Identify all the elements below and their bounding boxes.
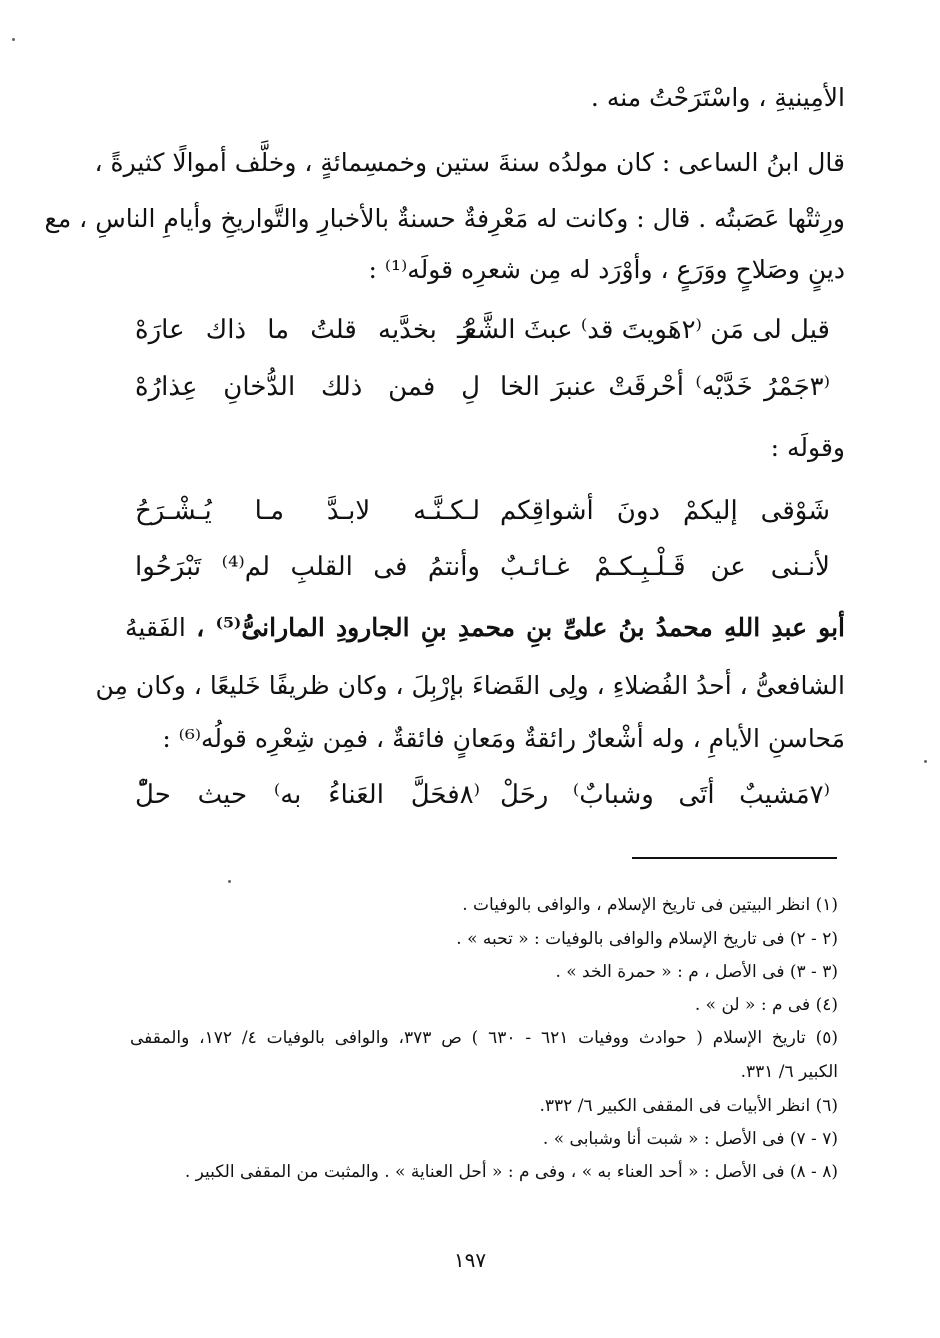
paragraph-line: دينٍ وصَلاحٍ ووَرَعٍ ، وأوْرَد له مِن شعرِه قولَه⁽¹⁾ : bbox=[368, 255, 845, 284]
verse-second-hemistich: لـكـنَّـه لابـدَّ مـا يُـشْـرَحُ bbox=[135, 496, 480, 526]
footnote: (٤) فى م : « لن » . bbox=[694, 995, 838, 1015]
verse-second-hemistich: ـرُ بخدَّيه قلتُ ما ذاك عارَهْ bbox=[135, 315, 480, 345]
footnote: (٢ - ٢) فى تاريخ الإسلام والوافى بالوفيات : « تحبه » . bbox=[456, 929, 838, 949]
continuation-line: الأمِينيةِ ، واسْتَرَحْتُ منه . bbox=[590, 83, 845, 112]
intro-line: وقولَه : bbox=[770, 433, 845, 462]
verse-first-hemistich: لأنـنى عن قَـلْـبِـكـمْ غـائـبٌ bbox=[500, 552, 830, 582]
paragraph-line: الشافعىُّ ، أحدُ الفُضلاءِ ، ولِى القَضاءَ بإرْبِلَ ، وكان ظريفًا خَليعًا ، وكان مِن bbox=[95, 671, 845, 700]
footnote: (٨ - ٨) فى الأصل : « أحد العناء به » ، وفى م : « أحل العناية » . والمثبت من المقفى الكبير . bbox=[184, 1162, 838, 1182]
footnote: الكبير ٦/ ٣٣١. bbox=[740, 1062, 838, 1082]
verse-first-hemistich: قيل لى مَن ⁽٢هَويتَ قد⁾ عبثَ الشَّعْـ bbox=[457, 315, 830, 345]
paragraph-line: قال ابنُ الساعى : كان مولدُه سنةَ ستين وخمسِمائةٍ ، وخلَّف أموالًا كثيرةً ، bbox=[94, 148, 845, 177]
scan-speck bbox=[924, 760, 927, 763]
footnote-separator bbox=[632, 857, 837, 859]
entry-heading-line bbox=[125, 613, 845, 642]
paragraph-line: مَحاسنِ الأيامِ ، وله أشْعارٌ رائقةٌ ومَعانٍ فائقةٌ ، فمِن شِعْرِه قولُه⁽⁶⁾ : bbox=[162, 724, 845, 753]
page-number: ١٩٧ bbox=[453, 1248, 487, 1272]
entry-name: أبو عبدِ اللهِ محمدُ بنُ علىِّ بنِ محمدِ بنِ الجارودِ المارانىُّ⁽⁵⁾ ، bbox=[196, 613, 845, 642]
scan-speck bbox=[228, 880, 231, 883]
footnote: (٦) انظر الأبيات فى المقفى الكبير ٦/ ٣٣٢. bbox=[539, 1096, 838, 1116]
footnote: (١) انظر البيتين فى تاريخ الإسلام ، والوافى بالوفيات . bbox=[462, 895, 838, 915]
verse-first-hemistich: ⁽٧مَشيبٌ أتَى وشبابٌ⁾ رحَلْ bbox=[500, 780, 830, 810]
scan-speck bbox=[12, 38, 15, 41]
verse-second-hemistich: وأنتمُ فى القلبِ لم⁽⁴⁾ تَبْرَحُوا bbox=[135, 552, 480, 582]
verse-first-hemistich: ⁽٣جَمْرُ خَدَّيْه⁾ أحْرقَتْ عنبرَ الخا bbox=[500, 372, 830, 402]
footnote: (٧ - ٧) فى الأصل : « شبت أنا وشبابى » . bbox=[542, 1129, 838, 1149]
verse-second-hemistich: ⁽٨فحَلَّ العَناءُ به⁾ حيث حلّْ bbox=[135, 780, 480, 810]
verse-second-hemistich: لِ فمن ذلك الدُّخانِ عِذارُهْ bbox=[135, 372, 480, 402]
verse-first-hemistich: شَوْقى إليكمْ دونَ أشواقِكم bbox=[500, 496, 830, 526]
footnote: (٥) تاريخ الإسلام ( حوادث ووفيات ٦٢١ - ٦٣٠ ) ص ٣٧٣، والوافى بالوفيات ٤/ ١٧٢، والمقفى bbox=[130, 1028, 839, 1048]
paragraph-line: ورِثتْها عَصَبتُه . قال : وكانت له مَعْرِفةٌ حسنةٌ بالأخبارِ والتَّواريخِ وأيامِ الناسِ ، مع bbox=[44, 204, 845, 233]
entry-title: الفَقيهُ bbox=[125, 613, 186, 642]
footnote: (٣ - ٣) فى الأصل ، م : « حمرة الخد » . bbox=[555, 962, 838, 982]
